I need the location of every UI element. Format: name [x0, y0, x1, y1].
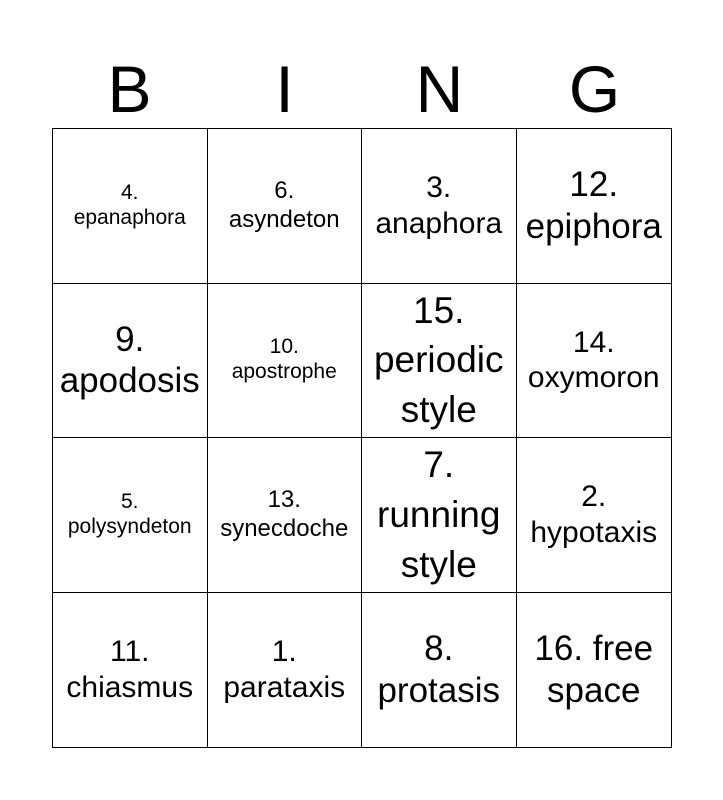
bingo-board [52, 128, 672, 748]
cell-text: 15. periodic style [373, 289, 504, 431]
cell-text: 14. oxymoron [527, 325, 660, 395]
cell-text: 13. synecdoche [220, 486, 349, 542]
bingo-cell [208, 593, 363, 748]
bingo-cell [517, 438, 672, 593]
bingo-cell [208, 284, 363, 439]
header-letter-b: B [107, 52, 152, 126]
bingo-cell [53, 438, 208, 593]
bingo-cell [362, 129, 517, 284]
bingo-cell [53, 129, 208, 284]
cell-text: 1. parataxis [223, 635, 346, 704]
cell-text: 7. running style [377, 444, 501, 585]
cell-text: 12. epiphora [525, 165, 662, 246]
bingo-header [52, 50, 672, 128]
bingo-cell [53, 284, 208, 439]
cell-text: 10. apostrophe [231, 335, 337, 384]
bingo-cell [517, 593, 672, 748]
cell-text: 3. anaphora [375, 171, 503, 240]
cell-text: 4. epanaphora [73, 180, 186, 229]
bingo-cell [208, 129, 363, 284]
bingo-cell [208, 438, 363, 593]
cell-text: 9. apodosis [59, 319, 200, 401]
cell-text: 6. asyndeton [228, 177, 340, 233]
bingo-cell [362, 284, 517, 439]
header-letter-i: I [275, 52, 294, 126]
header-letter-n: N [415, 52, 464, 126]
cell-text: 16. free space [534, 629, 654, 710]
bingo-cell [517, 284, 672, 439]
cell-text: 2. hypotaxis [530, 480, 658, 549]
cell-text: 5. polysyndeton [67, 489, 192, 538]
bingo-cell [517, 129, 672, 284]
cell-text: 11. chiasmus [66, 635, 194, 704]
bingo-cell [362, 438, 517, 593]
bingo-cell [53, 593, 208, 748]
header-letter-g: G [568, 52, 621, 126]
cell-text: 8. protasis [377, 629, 501, 710]
bingo-cell [362, 593, 517, 748]
